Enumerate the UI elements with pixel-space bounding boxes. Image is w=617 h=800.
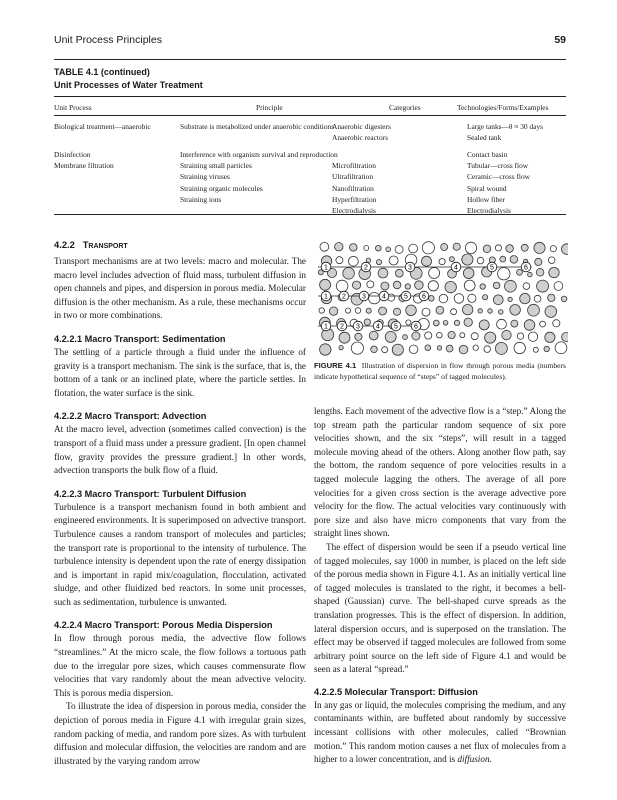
grain <box>429 268 440 279</box>
grain <box>483 295 488 300</box>
grain <box>493 282 500 289</box>
grain <box>378 268 388 278</box>
grain <box>389 256 398 265</box>
grain <box>320 344 331 355</box>
grain <box>405 284 410 289</box>
table-cell: Anaerobic digesters <box>332 122 391 131</box>
step-label: 5 <box>490 264 494 272</box>
grain <box>439 259 445 265</box>
grain <box>392 344 403 355</box>
grain <box>409 345 418 354</box>
grain <box>412 332 420 340</box>
grain <box>549 267 559 277</box>
para-sedimentation: The settling of a particle through a fluid under the influence of gravity is a transport mechanism. The sink is the surface, that is, the bottom of a tank or an inclined plate, where the particle settles. In flotation, the water surface is the sink. <box>54 346 306 398</box>
grain <box>505 280 517 292</box>
left-column <box>54 239 306 768</box>
grain <box>439 294 448 303</box>
grain <box>385 331 396 342</box>
heading-sedimentation: 4.2.2.1 Macro Transport: Sedimentation <box>54 333 226 344</box>
grain <box>471 333 478 340</box>
grain <box>548 294 555 301</box>
heading-molecular-diffusion: 4.2.2.5 Molecular Transport: Diffusion <box>314 686 478 697</box>
media-grains <box>318 242 568 356</box>
grain <box>367 281 374 288</box>
grain <box>528 304 540 316</box>
table-cell: Biological treatment—anaerobic <box>54 122 151 131</box>
grain <box>524 320 535 331</box>
grain <box>364 246 369 251</box>
grain <box>483 245 491 253</box>
grain <box>488 309 493 314</box>
page-number: 59 <box>554 34 566 46</box>
grain <box>495 342 507 354</box>
grain <box>484 346 491 353</box>
table-cell: Electrodialysis <box>332 206 376 216</box>
step-label: 6 <box>414 323 418 331</box>
grain <box>436 306 444 314</box>
grain <box>533 347 538 352</box>
grain <box>422 308 430 316</box>
grain <box>437 346 441 350</box>
grain <box>536 269 544 277</box>
grain <box>406 305 417 316</box>
grain <box>386 247 391 252</box>
grain <box>350 244 358 252</box>
grain <box>364 319 370 325</box>
grain <box>433 320 439 326</box>
grain <box>395 245 403 253</box>
grain <box>465 242 476 253</box>
table-cell: Straining organic molecules <box>180 183 263 193</box>
grain <box>480 284 485 289</box>
step-label: 1 <box>324 323 328 331</box>
table-subtitle: Unit Processes of Water Treatment <box>54 80 203 90</box>
col-header-principle: Principle <box>256 103 283 112</box>
table-title: TABLE 4.1 (continued) <box>54 67 150 77</box>
grain <box>393 281 401 289</box>
grain <box>555 342 567 354</box>
grain <box>441 244 448 251</box>
grain <box>510 256 518 264</box>
grain <box>517 269 523 275</box>
grain <box>561 296 567 302</box>
grain <box>449 257 454 262</box>
grain <box>428 281 438 291</box>
grain <box>523 283 530 290</box>
para-molecular-diffusion <box>314 699 566 767</box>
grain <box>343 268 355 280</box>
table-cell: Ceramic—cross flow <box>467 172 531 182</box>
grain <box>454 320 459 325</box>
grain <box>506 245 514 253</box>
table-cell: Sealed tank <box>467 133 502 143</box>
grain <box>521 244 528 251</box>
heading-porous-media: 4.2.2.4 Macro Transport: Porous Media Dispersion <box>54 620 273 631</box>
grain <box>369 293 380 304</box>
grain <box>464 280 475 291</box>
grain <box>517 333 523 339</box>
grain <box>520 293 530 303</box>
grain <box>562 244 569 255</box>
grain <box>468 294 476 302</box>
grain <box>495 245 501 251</box>
table-cell: Contact basin <box>467 149 508 159</box>
table-cell: Microfiltration <box>332 160 376 170</box>
grain <box>535 258 542 265</box>
step-label: 3 <box>356 323 360 331</box>
figure-caption-text: Illustration of dispersion in flow through porous media (numbers indicate hypothetical sequence of “steps” of tagged molecules). <box>314 361 566 381</box>
grain <box>395 269 403 277</box>
grain <box>366 258 370 262</box>
table-cell: Membrane filtration <box>54 160 114 170</box>
grain <box>511 320 518 327</box>
grain <box>369 331 378 340</box>
grain <box>554 282 563 291</box>
table-cell: Hyperfiltration <box>332 194 377 204</box>
table-header-rule <box>54 115 566 116</box>
grain <box>406 320 411 325</box>
step-label: 4 <box>454 264 458 272</box>
grain <box>548 257 555 264</box>
grain <box>463 268 474 279</box>
grain <box>376 245 382 251</box>
grain <box>499 310 504 315</box>
grain <box>454 294 464 304</box>
grain <box>371 346 378 353</box>
step-label: 3 <box>408 264 412 272</box>
grain <box>473 345 478 350</box>
grain <box>498 268 510 280</box>
grain <box>339 345 343 349</box>
grain <box>479 320 489 330</box>
grain <box>528 272 533 277</box>
grain <box>528 332 537 341</box>
grain <box>550 246 556 252</box>
step-label: 2 <box>340 323 344 331</box>
grain <box>493 295 503 305</box>
grain <box>415 281 424 290</box>
grain <box>485 332 496 343</box>
grain <box>320 279 331 290</box>
para-advection: At the macro level, advection (sometimes called convection) is the transport of a fluid mass under a pressure gradient. [In open channel flow, gravity provides the pressure gradient.] In other words, advection transports the bulk flow of a fluid. <box>54 424 306 476</box>
step-label: 2 <box>342 293 346 301</box>
grain <box>425 332 432 339</box>
para-transport: Transport mechanisms are at two levels: macro and molecular. The macro level includes advection of fluid mass, turbulent diffusion in open channels and pipes, and dispersion in porous media. Molecular diffusion is the other mechanism. As a rule, these mechanisms occur in two or more combinations. <box>54 256 306 321</box>
grain <box>437 332 443 338</box>
grain <box>353 281 361 289</box>
grain <box>477 257 484 264</box>
table-top-rule <box>54 96 566 97</box>
grain <box>462 254 473 265</box>
step-label: 1 <box>324 293 328 301</box>
heading-advection: 4.2.2.2 Macro Transport: Advection <box>54 411 207 422</box>
grain <box>409 244 418 253</box>
grain <box>355 333 362 340</box>
table-cell: Tubular—cross flow <box>467 160 529 170</box>
grain <box>319 308 324 313</box>
figure-caption <box>314 360 566 382</box>
grain <box>393 308 400 315</box>
grain <box>336 257 343 264</box>
grain <box>510 305 521 316</box>
grain <box>422 242 434 254</box>
step-label: 1 <box>324 264 328 272</box>
grain <box>553 320 560 327</box>
grain <box>497 319 507 329</box>
grain <box>464 318 472 326</box>
grain <box>448 331 455 338</box>
grain <box>453 243 460 250</box>
para-porous-media-2: To illustrate the idea of dispersion in porous media, consider the depiction of porous media in Figure 4.1 with irregular grain sizes, random packing of media, and random pore sizes. As with turbulent diffusion and molecular diffusion, the velocities are random and are illustrated by the varying random arrow <box>54 701 306 766</box>
col-header-categories: Categories <box>389 103 421 112</box>
section-number: 4.2.2 <box>54 239 75 250</box>
grain <box>545 332 555 342</box>
grain <box>320 242 329 251</box>
grain <box>346 308 351 313</box>
section-heading-transport <box>54 239 306 250</box>
table-bottom-rule <box>54 214 566 215</box>
grain <box>537 280 549 292</box>
grain <box>459 345 468 354</box>
grain <box>534 295 541 302</box>
step-label: 6 <box>524 264 528 272</box>
grain <box>382 347 388 353</box>
grain <box>514 342 525 353</box>
grain <box>534 242 545 253</box>
table-cell: Hollow fiber <box>467 194 505 204</box>
grain <box>478 309 482 313</box>
col-header-technologies: Technologies/Forms/Examples <box>457 103 549 112</box>
para-turbulent-diffusion: Turbulence is a transport mechanism found in both ambient and engineered environments. It is superimposed on advective transport. Turbulence causes a random transport of molecules and particles; the transport rate is proportional to the intensity of turbulence. The turbulence intensity is dependent upon the rate of energy dissipation and is important in rapid mix/coagulation, flocculation, activated sludge, and other fluidized bed reactors. In some unit processes, such as sedimentation, turbulence is unwanted. <box>54 501 306 607</box>
grain <box>500 256 506 262</box>
table-cell: Ultrafiltration <box>332 172 374 182</box>
grain <box>545 306 557 318</box>
table-cell: Substrate is metabolized under anaerobic conditions <box>180 122 335 131</box>
table-cell: Nanofiltration <box>332 183 374 193</box>
header-rule <box>54 59 566 60</box>
grain <box>451 309 457 315</box>
step-label: 6 <box>422 293 426 301</box>
grain <box>376 260 381 265</box>
grain <box>425 345 431 351</box>
grain <box>446 345 453 352</box>
table-cell: Disinfection <box>54 149 91 159</box>
para-molecular-diffusion-text: In any gas or liquid, the molecules comprising the medium, and any contaminants within, are buffeted about randomly by successive incessant collisions with other molecules, called “Brownian motion.” This random motion causes a net flux of molecules from a higher to a lower concentration, and is <box>314 699 566 765</box>
right-column <box>314 405 566 767</box>
grain <box>463 305 473 315</box>
step-label: 5 <box>404 293 408 301</box>
grain <box>355 308 361 314</box>
table-cell: Straining viruses <box>180 172 230 182</box>
diffusion-term: diffusion. <box>457 754 492 765</box>
section-title: Transport <box>82 239 128 250</box>
col-header-unit-process: Unit Process <box>54 103 92 112</box>
table-cell: Interference with organism survival and reproduction <box>180 149 338 159</box>
para-porous-media: In flow through porous media, the advective flow follows “streamlines.” At the micro scale, the flow follows a tortuous path due to the irregular pore sizes, which causes commensurate flow velocities that vary randomly about the mean advective velocity. This is porous media dispersion. <box>54 633 306 698</box>
table-cell: Straining small particles <box>180 160 252 170</box>
grain <box>366 308 371 313</box>
grain <box>351 342 363 354</box>
grain <box>329 307 337 315</box>
grain <box>339 332 350 343</box>
figure-label: FIGURE 4.1 <box>314 361 357 370</box>
grain <box>445 281 456 292</box>
grain <box>336 280 348 292</box>
running-header: Unit Process Principles <box>54 34 162 46</box>
grain <box>502 330 511 339</box>
grain <box>379 307 387 315</box>
grain <box>335 243 343 251</box>
step-label: 3 <box>362 293 366 301</box>
step-label: 2 <box>364 264 368 272</box>
grain <box>381 282 389 290</box>
para-steps: lengths. Each movement of the advective flow is a “step.” Along the top stream path the particular random sequence of six pore velocities shown, and the six “steps”, will result in a tagged molecule moving ahead of the others. Along another flow path, say the bottom, the random sequence of pore velocities results in a tagged molecule lagging the others. The average of all pore velocities for a given cross section is the average advective pore velocity for the flow. The actual velocities vary continuously with pore size and also have micro components that vary from the straight lines shown. <box>314 406 566 539</box>
grain <box>540 321 546 327</box>
grain <box>443 321 448 326</box>
grain <box>544 346 549 351</box>
table-cell: Anaerobic reactors <box>332 133 389 143</box>
step-label: 4 <box>382 293 386 301</box>
para-dispersion-effect: The effect of dispersion would be seen if a pseudo vertical line of tagged molecules, say 1000 in number, is placed on the left side of the porous media shown in Figure 4.1. As an initially vertical line of tagged molecules is translated to the right, it becomes a bell-shaped (Gaussian) curve. The bell-shaped curve spreads as the translation progresses. This is the effect of dispersion. In addition, lateral dispersion occurs, and is superposed on the translation. The effect may be observed if tagged molecules are followed from some arbitrary point source on the left side of Figure 4.1 and would be seen as a lateral “spread.” <box>314 541 566 675</box>
step-label: 5 <box>394 323 398 331</box>
table-cell: Spiral wound <box>467 183 507 193</box>
grain <box>422 256 432 266</box>
porous-media-figure <box>314 240 568 356</box>
table-cell: Straining ions <box>180 194 222 204</box>
table-cell: Electrodialysis <box>467 206 511 216</box>
grain <box>460 333 465 338</box>
step-label: 4 <box>376 323 380 331</box>
grain <box>562 333 568 342</box>
heading-turbulent-diffusion: 4.2.2.3 Macro Transport: Turbulent Diffusion <box>54 488 247 499</box>
table-cell: Large tanks—θ ≈ 30 days <box>467 122 544 131</box>
grain <box>508 297 512 301</box>
grain <box>349 256 359 266</box>
grain <box>403 335 408 340</box>
